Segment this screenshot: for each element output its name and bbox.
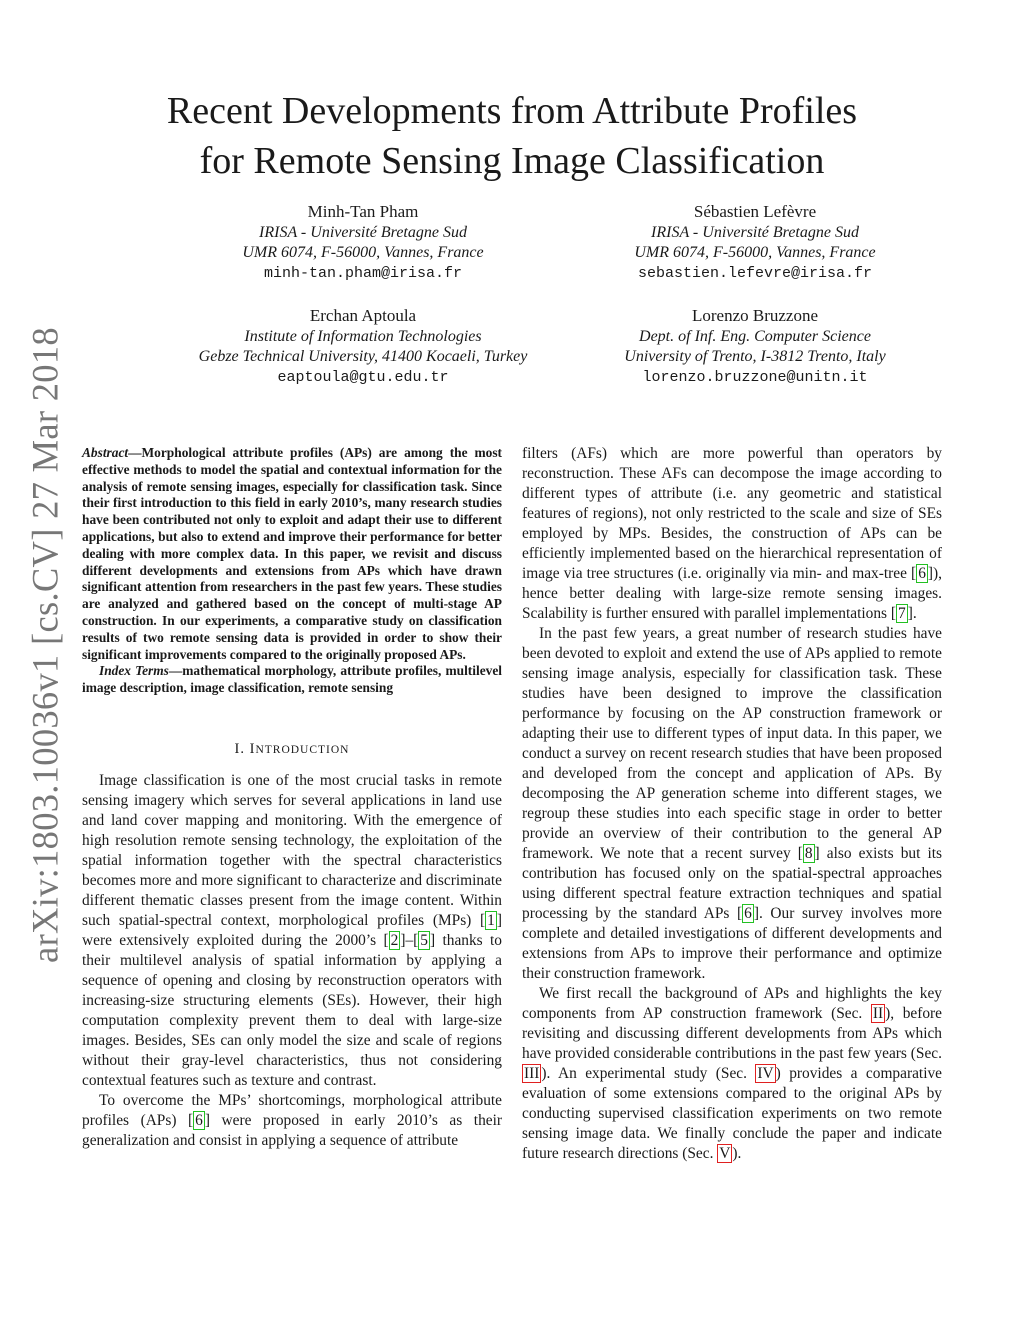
right-column xyxy=(522,444,942,1164)
paragraph: To overcome the MPs’ shortcomings, morphological attribute profiles (APs) [ 6 ] were proposed in early 2010’s as their generalization and consist in applying a sequence of attribute xyxy=(82,1091,503,1149)
author-affiliation: IRISA - Université Bretagne Sud xyxy=(651,223,859,241)
author-affiliation: Dept. of Inf. Eng. Computer Science xyxy=(639,327,871,345)
author-name: Minh-Tan Pham xyxy=(307,202,419,221)
author-address: Gebze Technical University, 41400 Kocaeli, Turkey xyxy=(198,348,528,365)
citation-link[interactable]: 5 xyxy=(420,931,428,949)
title-line-1: Recent Developments from Attribute Profiles xyxy=(166,90,858,132)
left-column xyxy=(82,445,502,1151)
paragraph: Image classification is one of the most crucial tasks in remote sensing imagery which serves for several applications in land use and land cover mapping and monitoring. With the emergence of high resolution remote sensing technology, the exploitation of the spatial information together with the spectral characteristics becomes more and more significant to characterize and discriminate different thematic classes present from the image content. Within such spatial-spectral context, morphological profiles (MPs) [ 1 ] were extensively exploited during the 2000’s [ 2 ]–[ 5 ] thanks to their multilevel analysis of spatial information by applying a sequence of opening and closing by reconstruction operators with increasing-size structuring elements (SEs). However, their high computation complexity prevent them to deal with large-size images. Besides, SEs can only model the size and scale of regions without their gray-level characteristics, thus not considering contextual features such as texture and contrast. xyxy=(82,771,502,1089)
author-address: UMR 6074, F-56000, Vannes, France xyxy=(634,244,876,261)
author-block-bruzzone xyxy=(525,306,985,388)
abstract-label: Abstract xyxy=(82,445,129,460)
intro-body-left xyxy=(82,771,502,1151)
title-line-2: for Remote Sensing Image Classification xyxy=(199,140,825,182)
citation-link[interactable]: 2 xyxy=(390,931,399,949)
arxiv-identifier-stamp: arXiv:1803.10036v1 [cs.CV] 27 Mar 2018 xyxy=(24,327,66,963)
citation-link[interactable]: 6 xyxy=(918,565,926,582)
paragraph: We first recall the background of APs and highlights the key components from AP construction framework (Sec. II ), before revisiting and discussing different developments from APs which have provided considerable contributions in the past few years (Sec. III ). An experimental study (Sec. IV ) provides a comparative evaluation of some extensions compared to the original APs by conducting supervised classification experiments on two remote sensing image data. We finally conclude the paper and indicate future research directions (Sec. V ). xyxy=(522,985,943,1162)
index-terms xyxy=(82,663,502,697)
abstract-text: —Morphological attribute profiles (APs) are among the most effective methods to model the spatial and contextual information for the analysis of remote sensing images, especially for classification task. Since their first introduction to this field in early 2010’s, many research studies have been contributed not only to exploit and adapt their use to different applications, but also to extend and improve their performance for better dealing with more complex data. In this paper, we revisit and discuss different developments and extensions from APs which have drawn significant attention from researchers in the past few years. These studies are analyzed and gathered based on the concept of multi-stage AP construction. In our experiments, a comparative study on classification results of two remote sensing data is provided in order to show their significant improvements compared to the originally proposed APs. xyxy=(82,445,502,662)
section-link[interactable]: V xyxy=(719,1145,731,1162)
abstract xyxy=(82,445,502,663)
section-heading-introduction: I. INTRODUCTION xyxy=(234,740,350,757)
citation-link[interactable]: 1 xyxy=(487,911,495,929)
author-name: Lorenzo Bruzzone xyxy=(691,306,819,325)
citation-link[interactable]: 6 xyxy=(744,905,752,922)
section-link[interactable]: IV xyxy=(757,1065,774,1082)
author-affiliation: Institute of Information Technologies xyxy=(244,327,482,345)
author-address: University of Trento, I-3812 Trento, Italy xyxy=(624,348,886,365)
section-link[interactable]: III xyxy=(524,1065,540,1082)
author-affiliation: IRISA - Université Bretagne Sud xyxy=(259,223,467,241)
author-address: UMR 6074, F-56000, Vannes, France xyxy=(242,244,484,261)
index-terms-text: —mathematical morphology, attribute profiles, multilevel image description, image classification, remote sensing xyxy=(82,663,502,696)
citation-link[interactable]: 7 xyxy=(897,605,906,622)
paper-title xyxy=(0,86,1024,186)
author-email[interactable]: sebastien.lefevre@irisa.fr xyxy=(637,264,873,282)
paragraph: In the past few years, a great number of research studies have been devoted to exploit and extend the use of APs applied to remote sensing image analysis, especially for classification task. These studies have been designed to improve the classification performance by focusing on the AP construction framework or adapting their use to different types of input data. In this paper, we conduct a survey on recent research studies that have been proposed and developed from the concept and application of APs. By decomposing the AP generation scheme into different stages, we regroup these studies into each specific stage in order to better provide an overview of their contribution to the general AP framework. We note that a recent survey [ 8 ] also exists but its contribution has focused only on the spatial-spectral approaches using different spectral feature extraction techniques and spatial processing by the standard APs [ 6 ]. Our survey involves more complete and detailed investigations of different developments and extensions from APs to improve their performance and optimize their construction framework. xyxy=(522,625,943,982)
index-terms-label: Index Terms xyxy=(99,663,169,679)
author-block-lefevre xyxy=(545,202,965,284)
citation-link[interactable]: 8 xyxy=(804,845,813,862)
author-email[interactable]: eaptoula@gtu.edu.tr xyxy=(277,368,449,386)
section-link[interactable]: II xyxy=(872,1005,884,1022)
author-name: Sébastien Lefèvre xyxy=(693,202,817,221)
author-name: Erchan Aptoula xyxy=(309,306,417,325)
author-email[interactable]: lorenzo.bruzzone@unitn.it xyxy=(642,368,868,386)
author-email[interactable]: minh-tan.pham@irisa.fr xyxy=(263,264,463,282)
author-block-pham xyxy=(153,202,573,284)
citation-link[interactable]: 6 xyxy=(195,1111,203,1129)
paragraph: filters (AFs) which are more powerful than operators by reconstruction. These AFs can decompose the image according to different types of attribute (i.e. any geometric and statistical features of regions), not only restricted to the scale and size of SEs employed by MPs. Besides, the construction of APs can be efficiently implemented based on the hierarchical representation of image via tree structures (i.e. originally via min- and max-tree [ 6 ]), hence better dealing with large-size remote sensing images. Scalability is further ensured with parallel implementations [ 7 ]. xyxy=(522,445,942,622)
